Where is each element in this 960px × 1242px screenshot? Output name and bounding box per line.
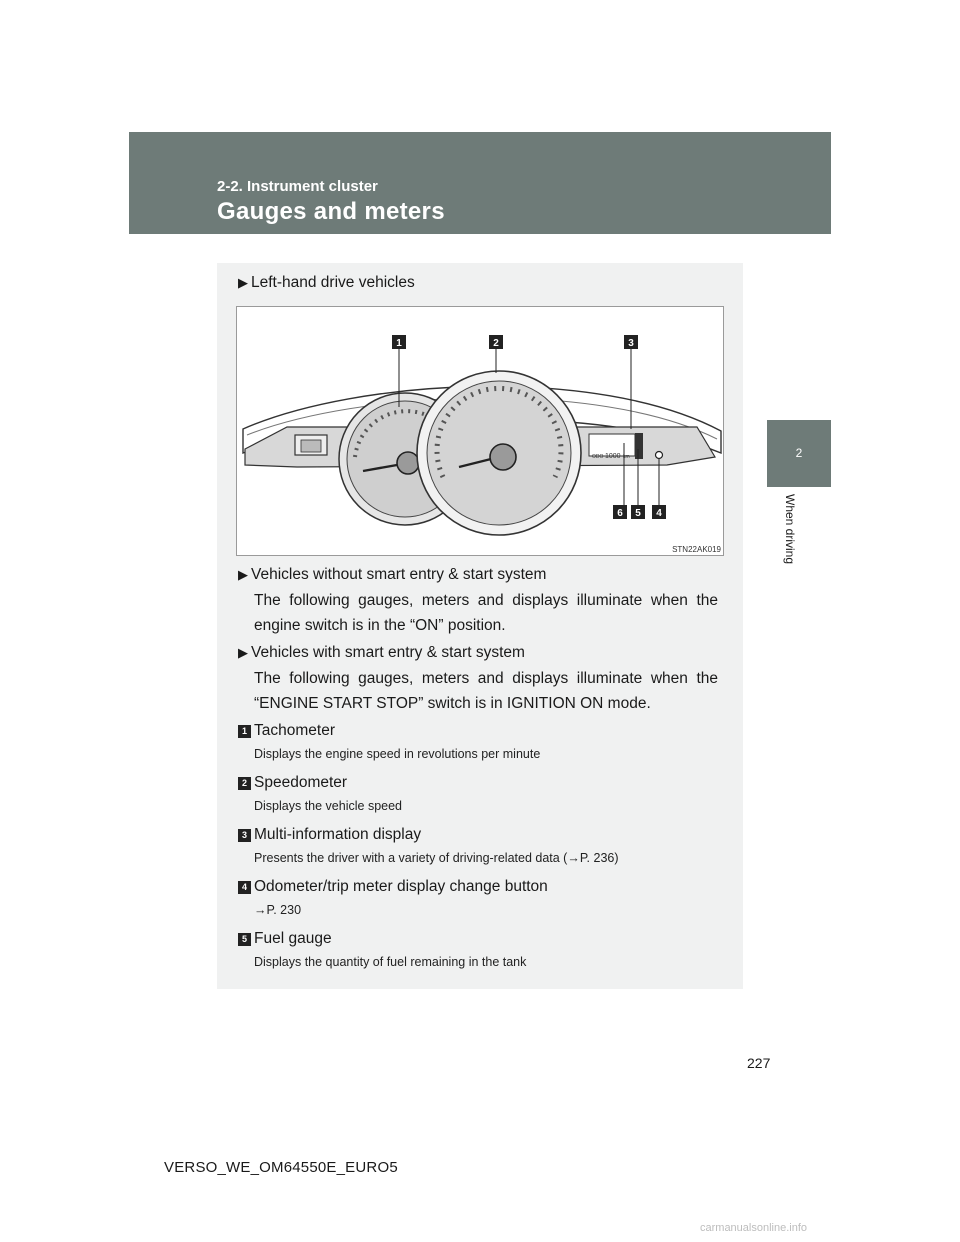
bullet-no-smart-text: Vehicles without smart entry & start system [251,566,547,583]
triangle-bullet-icon: ▶ [238,567,248,582]
item-number-badge: 3 [238,829,251,842]
item-title: Fuel gauge [254,930,332,947]
callout-3: 3 [628,338,634,349]
footer-code: VERSO_WE_OM64550E_EURO5 [164,1159,398,1176]
bullet-smart-text: Vehicles with smart entry & start system [251,644,525,661]
figure-code: STN22AK019 [672,545,721,554]
odo-unit: km [623,454,630,460]
item-title: Multi-information display [254,826,422,843]
item-description: Displays the engine speed in revolutions per minute [254,747,541,761]
callout-1: 1 [396,338,402,349]
callout-6: 6 [617,508,623,519]
chapter-tab[interactable]: 2 [767,420,831,487]
bullet-lhd [238,274,415,292]
section-title: 2-2. Instrument cluster [217,178,378,195]
item-title: Tachometer [254,722,335,739]
item-description[interactable]: →P. 230 [254,903,302,917]
item-description: Displays the vehicle speed [254,799,402,813]
page-number: 227 [747,1055,771,1071]
item-number-badge: 4 [238,881,251,894]
item-number-badge: 5 [238,933,251,946]
bullet-smart [238,644,525,662]
bullet-no-smart [238,566,546,584]
item-title: Speedometer [254,774,348,791]
callout-4: 4 [656,508,662,519]
item-description[interactable]: Presents the driver with a variety of driving-related data (→P. 236) [254,851,619,865]
para-smart: The following gauges, meters and displays illuminate when the “ENGINE START STOP” switch is in IGNITION ON mode. [254,670,718,712]
bullet-lhd-text: Left-hand drive vehicles [251,274,415,291]
item-number-badge: 1 [238,725,251,738]
instrument-cluster-figure [236,306,724,556]
watermark: carmanualsonline.info [700,1222,808,1234]
item-title: Odometer/trip meter display change button [254,878,548,895]
fuel-gauge-graphic [635,433,643,459]
odo-value: 1000 [605,453,621,460]
chapter-tab-label: When driving [783,494,797,565]
triangle-bullet-icon: ▶ [238,645,248,660]
triangle-bullet-icon: ▶ [238,275,248,290]
para-no-smart: The following gauges, meters and displays illuminate when the engine switch is in the “ON” position. [254,592,718,634]
callout-2: 2 [493,338,499,349]
odo-trip-button-graphic [656,452,663,459]
page-title: Gauges and meters [217,198,445,225]
item-description: Displays the quantity of fuel remaining in the tank [254,955,527,969]
callout-5: 5 [635,508,641,519]
item-number-badge: 2 [238,777,251,790]
odo-label: ODO [592,454,604,460]
